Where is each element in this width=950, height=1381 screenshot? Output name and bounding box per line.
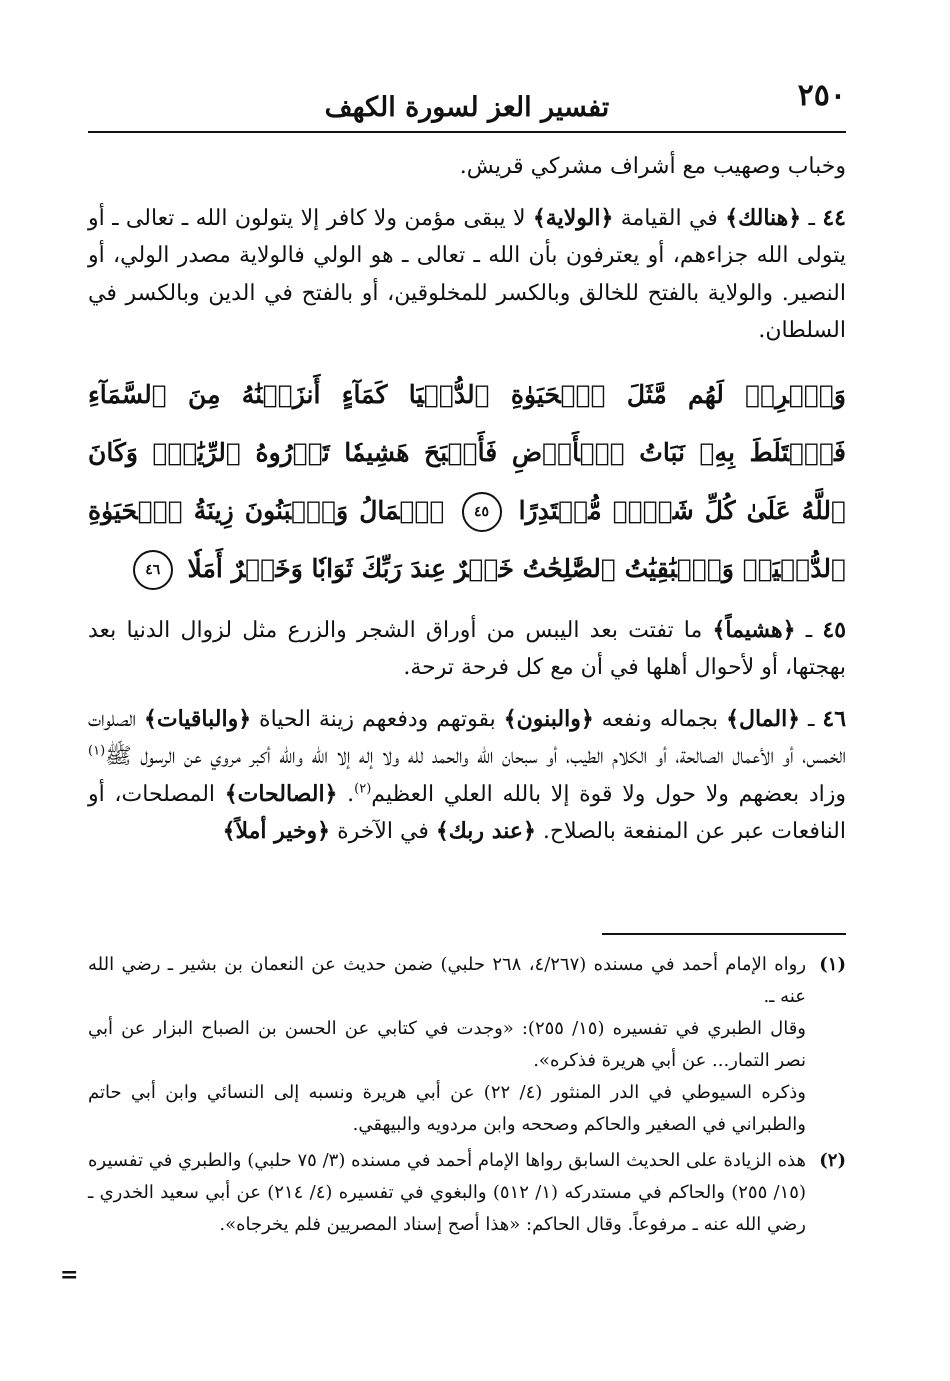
commentary-text: المصلحات، أو النافعات عبر عن المنفعة بالصلاح. [88,781,846,844]
commentary-text: في القيامة [620,205,718,231]
commentary-text: بقوتهم ودفعهم زينة الحياة [259,706,496,732]
quran-text: وَٱضۡرِبۡ لَهُم مَّثَلَ ٱلۡحَيَوٰةِ ٱلدُّنۡيَا كَمَآءٍ أَنزَلۡنَٰهُ مِنَ ٱلسَّمَآءِ فَٱخۡتَلَطَ بِهِۦ نَبَاتُ ٱلۡأَرۡضِ فَأَصۡبَحَ هَشِيمٗا تَذۡرُوهُ ٱلرِّيَٰحُۗ وَكَانَ ٱللَّهُ عَلَىٰ كُلِّ شَيۡءٖ مُّقۡتَدِرًا [88,379,846,525]
footnote-mark: (٢) [819,1150,846,1171]
footnote-ref[interactable]: (١) [88,743,106,759]
verse-number: ٤٦ [822,705,847,732]
footnote-text: رواه الإمام أحمد في مسنده (٤/٢٦٧، ٢٦٨ حلبي) ضمن حديث عن النعمان بن بشير ـ رضي الله عنه ـ. [88,954,807,1007]
verse-number: ٤٥ [822,616,847,643]
keyword: ﴿عند ربك﴾ [435,818,536,844]
ayah-number-marker: ٤٥ [462,492,502,532]
commentary-text: الصلوات الخمس، أو الأعمال الصالحة، أو الكلام الطيب، أو سبحان الله والحمد لله ولا إله إلا الله والله أكبر مروي عن الرسول ﷺ [88,706,846,769]
footnote-1 [88,949,846,1141]
page-number: ٢٥٠ [797,78,846,113]
verse-46-commentary: ٤٦ ـ ﴿المال﴾ بجماله ونفعه ﴿والبنون﴾ بقوتهم ودفعهم زينة الحياة ﴿والباقيات﴾ الصلوات الخمس، أو الأعمال الصالحة، أو الكلام الطيب، أو سبحان الله والحمد لله ولا إله إلا الله والله أكبر مروي عن الرسول ﷺ$^{(١)}$ وزاد بعضهم ولا حول ولا قوة إلا بالله العلي العظيم$^{(٢)}$. ﴿الصالحات﴾ المصلحات، أو النافعات عبر عن المنفعة بالصلاح. ﴿عند ربك﴾ في الآخرة ﴿وخير أملاً﴾ [88,705,847,844]
keyword: ﴿الصالحات﴾ [224,780,338,807]
punctuation: . [347,781,355,807]
footnotes [88,945,846,1241]
main-text [88,148,846,851]
keyword: ﴿هشيماً﴾ [712,616,796,643]
footnote-text: هذه الزيادة على الحديث السابق رواها الإمام أحمد في مسنده (٣/ ٧٥ حلبي) والطبري في تفسيره (١٥/ ٢٥٥) والحاكم في مستدركه (١/ ٥١٢) والبغوي في تفسيره (٤/ ٢١٤) عن أبي سعيد الخدري ـ رضي الله عنه ـ مرفوعاً. وقال الحاكم: «هذا أصح إسناد المصريين فلم يخرجاه». [88,1150,807,1235]
verse-44-commentary: ٤٤ ـ ﴿هنالك﴾ في القيامة ﴿الولاية﴾ لا يبقى مؤمن ولا كافر إلا يتولون الله ـ تعالى ـ أو يتولى الله جزاءهم، أو يعترفون بأن الله ـ تعالى ـ هو الولي فالولاية مصدر الولي، أو النصير. والولاية بالفتح للخالق وبالكسر للمخلوقين، أو بالفتح في الدين وبالكسر في السلطان. [88,204,846,343]
quran-verses [88,366,846,598]
keyword: ﴿والباقيات﴾ [143,705,252,732]
footnote-rule [602,933,846,935]
footnote-ref[interactable]: (٢) [354,781,372,797]
continuation-mark: = [60,1262,79,1288]
commentary-text: في الآخرة [337,819,429,844]
page-header [88,72,846,132]
keyword: ﴿والبنون﴾ [503,705,594,732]
keyword: ﴿هنالك﴾ [725,204,802,231]
footnote-2 [88,1145,846,1241]
keyword: ﴿الولاية﴾ [532,204,614,231]
commentary-text: لا يبقى مؤمن ولا كافر إلا يتولون الله ـ تعالى ـ أو يتولى الله جزاءهم، أو يعترفون بأن الله ـ تعالى ـ هو الولي فالولاية مصدر الولي، أو النصير. والولاية بالفتح للخالق وبالكسر للمخلوقين، أو بالفتح في الدين وبالكسر في السلطان. [88,205,846,343]
commentary-text: ما تفتت بعد اليبس من أوراق الشجر والزرع مثل لزوال الدنيا بعد بهجتها، أو لأحوال أهلها في أن مع كل فرحة ترحة. [88,617,846,680]
commentary-text: بجماله ونفعه [601,706,719,732]
intro-paragraph: وخباب وصهيب مع أشراف مشركي قريش. [459,154,846,179]
keyword: ﴿وخير أملاً﴾ [222,818,331,844]
verse-45-commentary: ٤٥ ـ ﴿هشيماً﴾ ما تفتت بعد اليبس من أوراق الشجر والزرع مثل لزوال الدنيا بعد بهجتها، أو لأحوال أهلها في أن مع كل فرحة ترحة. [88,616,847,680]
commentary-text: وزاد بعضهم ولا حول ولا قوة إلا بالله العلي العظيم [371,781,847,807]
running-title: تفسير العز لسورة الكهف [324,92,610,123]
footnote-mark: (١) [819,954,846,975]
footnote-text: وقال الطبري في تفسيره (١٥/ ٢٥٥): «وجدت في كتابي عن الحسن بن الصباح البزار عن أبي نصر التمار... عن أبي هريرة فذكره». [88,1018,807,1071]
footnote-text: وذكره السيوطي في الدر المنثور (٤/ ٢٢) عن أبي هريرة ونسبه إلى النسائي وابن أبي حاتم والطبراني في الصغير والحاكم وصححه وابن مردويه والبيهقي. [88,1082,806,1135]
verse-number: ٤٤ [822,204,846,231]
keyword: ﴿المال﴾ [726,705,801,732]
quran-text: ٱلۡمَالُ وَٱلۡبَنُونَ زِينَةُ ٱلۡحَيَوٰةِ ٱلدُّنۡيَاۖ وَٱلۡبَٰقِيَٰتُ ٱلصَّٰلِحَٰتُ خَيۡرٌ عِندَ رَبِّكَ ثَوَابٗا وَخَيۡرٌ أَمَلٗا [88,495,846,583]
header-rule [88,131,846,133]
ayah-number-marker: ٤٦ [133,550,173,590]
